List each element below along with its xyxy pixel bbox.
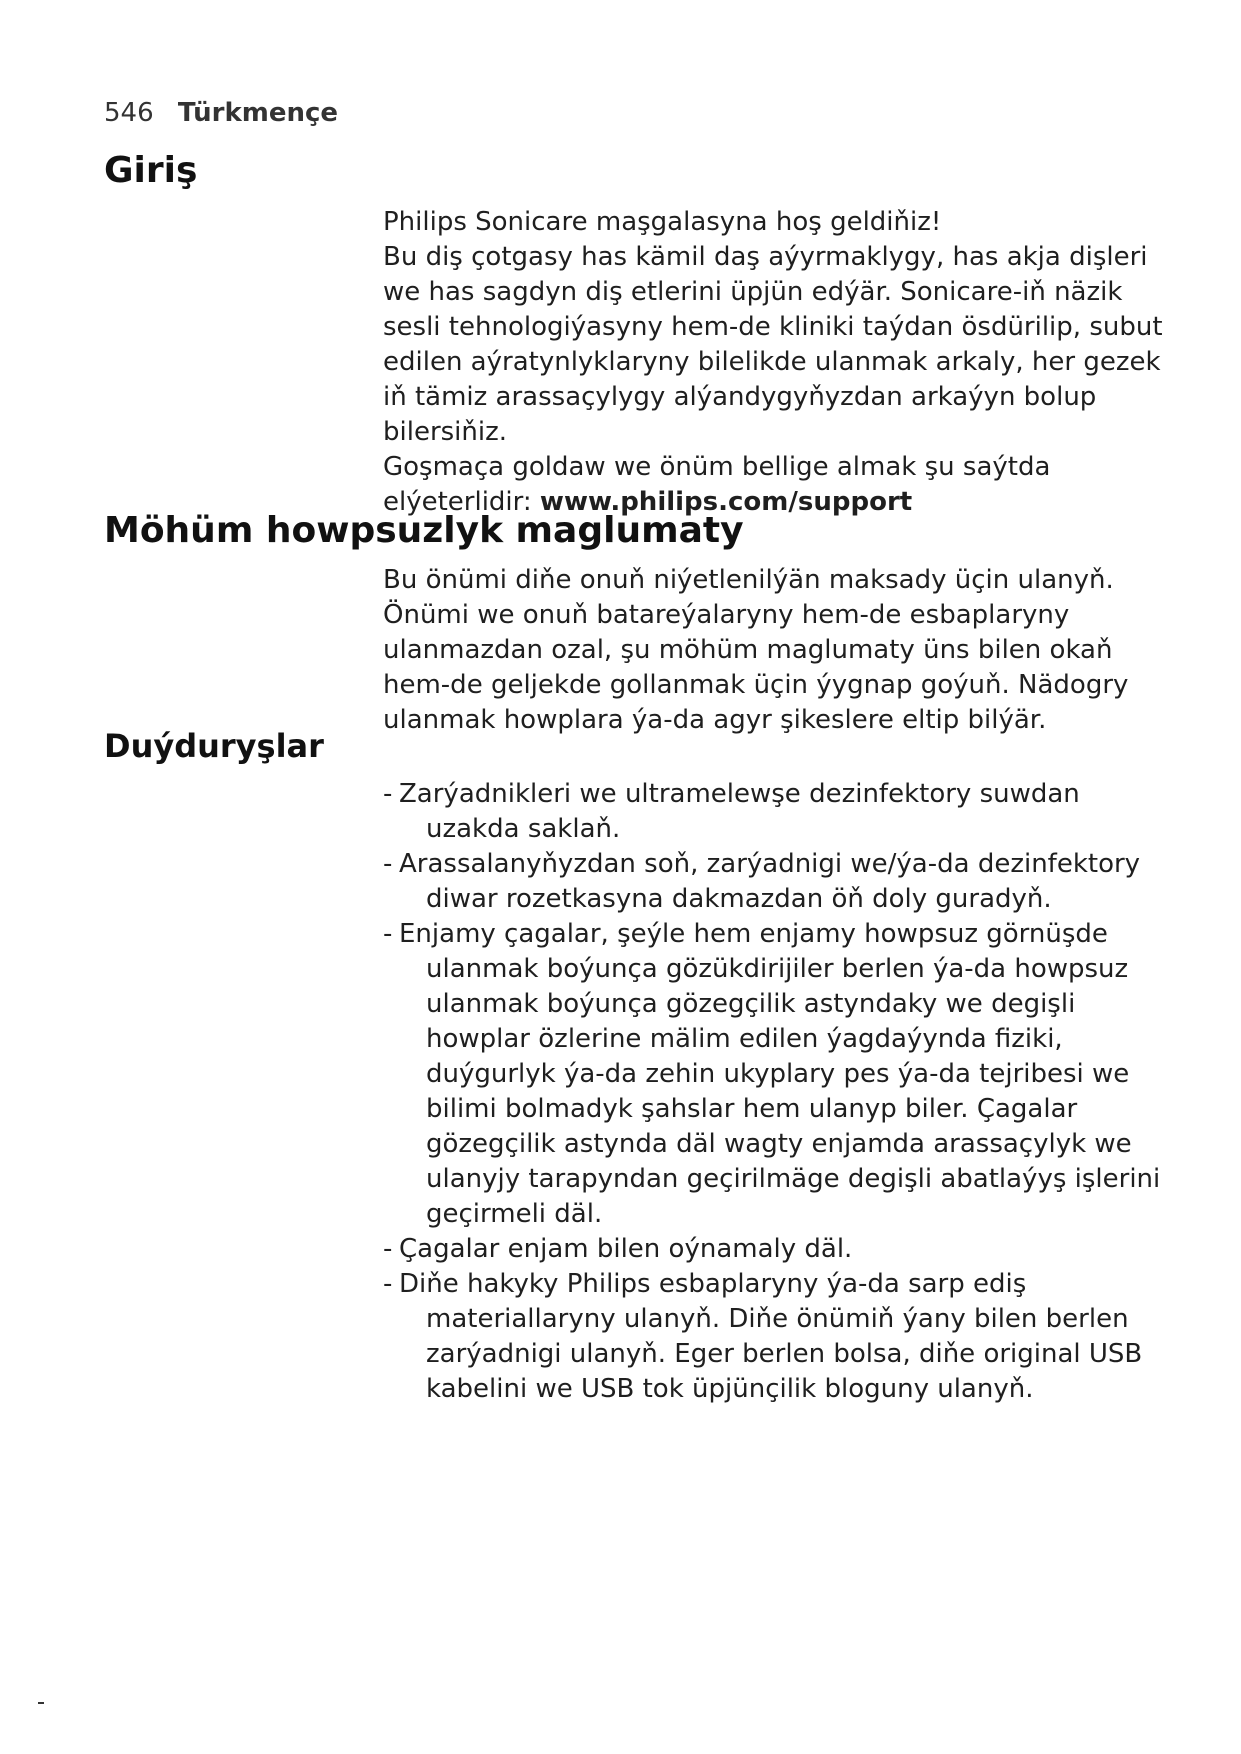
support-text: Goşmaça goldaw we önüm bellige almak şu saýtda elýeterlidir: [383,452,1051,517]
warning-text: Çagalar enjam bilen oýnamaly däl. [399,1234,853,1264]
intro-body [383,205,1163,520]
safety-title: Möhüm howpsuzlyk maglumaty [104,510,744,551]
bullet-dash: - [383,849,393,879]
warning-text: Diňe hakyky Philips esbaplaryny ýa-da sarp ediş materiallaryny ulanyň. Diňe önümiň ýany bilen berlen zarýadnigi ulanyň. Eger berlen bolsa, diňe original USB kabelini we USB tok üpjünçilik bloguny ulanyň. [399,1269,1143,1404]
page-number: 546 [104,98,154,128]
warnings-list [383,777,1163,1407]
warnings-title: Duýduryşlar [104,727,324,765]
bullet-dash: - [383,779,393,809]
safety-text: Bu önümi diňe onuň niýetlenilýän maksady üçin ulanyň. Önümi we onuň batareýalaryny hem-de esbaplaryny ulanmazdan ozal, şu möhüm maglumaty üns bilen okaň hem-de geljekde gollanmak üçin ýygnap goýuň. Nädogry ulanmak howplara ýa-da agyr şikeslere eltip bilýär. [383,565,1129,735]
intro-line-description: Bu diş çotgasy has kämil daş aýyrmaklygy, has akja dişleri we has sagdyn diş etlerini üpjün edýär. Sonicare-iň näzik sesli tehnologiýasyny hem-de kliniki taýdan ösdürilip, subut edilen aýratynlyklaryny bilelikde ulanmak arkaly, her gezek iň tämiz arassaçylygy alýandygyňyzdan arkaýyn bolup bilersiňiz. [383,242,1163,447]
warnings-body [383,777,1163,1407]
bullet-dash: - [383,1269,393,1299]
page-header [104,98,338,128]
warning-item [383,917,1163,1232]
support-link[interactable]: www.philips.com/support [539,487,913,517]
warning-text: Enjamy çagalar, şeýle hem enjamy howpsuz görnüşde ulanmak boýunça gözükdirijiler berlen ýa-da howpsuz ulanmak boýunça gözegçilik astyndaky we degişli howplar özlerine mälim edilen ýagdaýynda fiziki, duýgurlyk ýa-da zehin ukyplary pes ýa-da tejribesi we bilimi bolmadyk şahslar hem ulanyp biler. Çagalar gözegçilik astynda däl wagty enjamda arassaçylyk we ulanyjy tarapyndan geçirilmäge degişli abatlaýyş işlerini geçirmeli däl. [399,919,1161,1229]
warning-item [383,1267,1163,1407]
intro-title: Giriş [104,150,198,191]
warning-item [383,777,1163,847]
bullet-dash: - [383,919,393,949]
language-label: Türkmençe [177,98,339,128]
warning-item [383,1232,1163,1267]
warning-text: Arassalanyňyzdan soň, zarýadnigi we/ýa-da dezinfektory diwar rozetkasyna dakmazdan öň doly guradyň. [399,849,1141,914]
safety-body [383,563,1163,738]
intro-line-welcome: Philips Sonicare maşgalasyna hoş geldiňiz! [383,207,942,237]
warning-text: Zarýadnikleri we ultramelewşe dezinfektory suwdan uzakda saklaň. [399,779,1080,844]
footer-mark [38,1702,44,1704]
warning-item [383,847,1163,917]
bullet-dash: - [383,1234,393,1264]
